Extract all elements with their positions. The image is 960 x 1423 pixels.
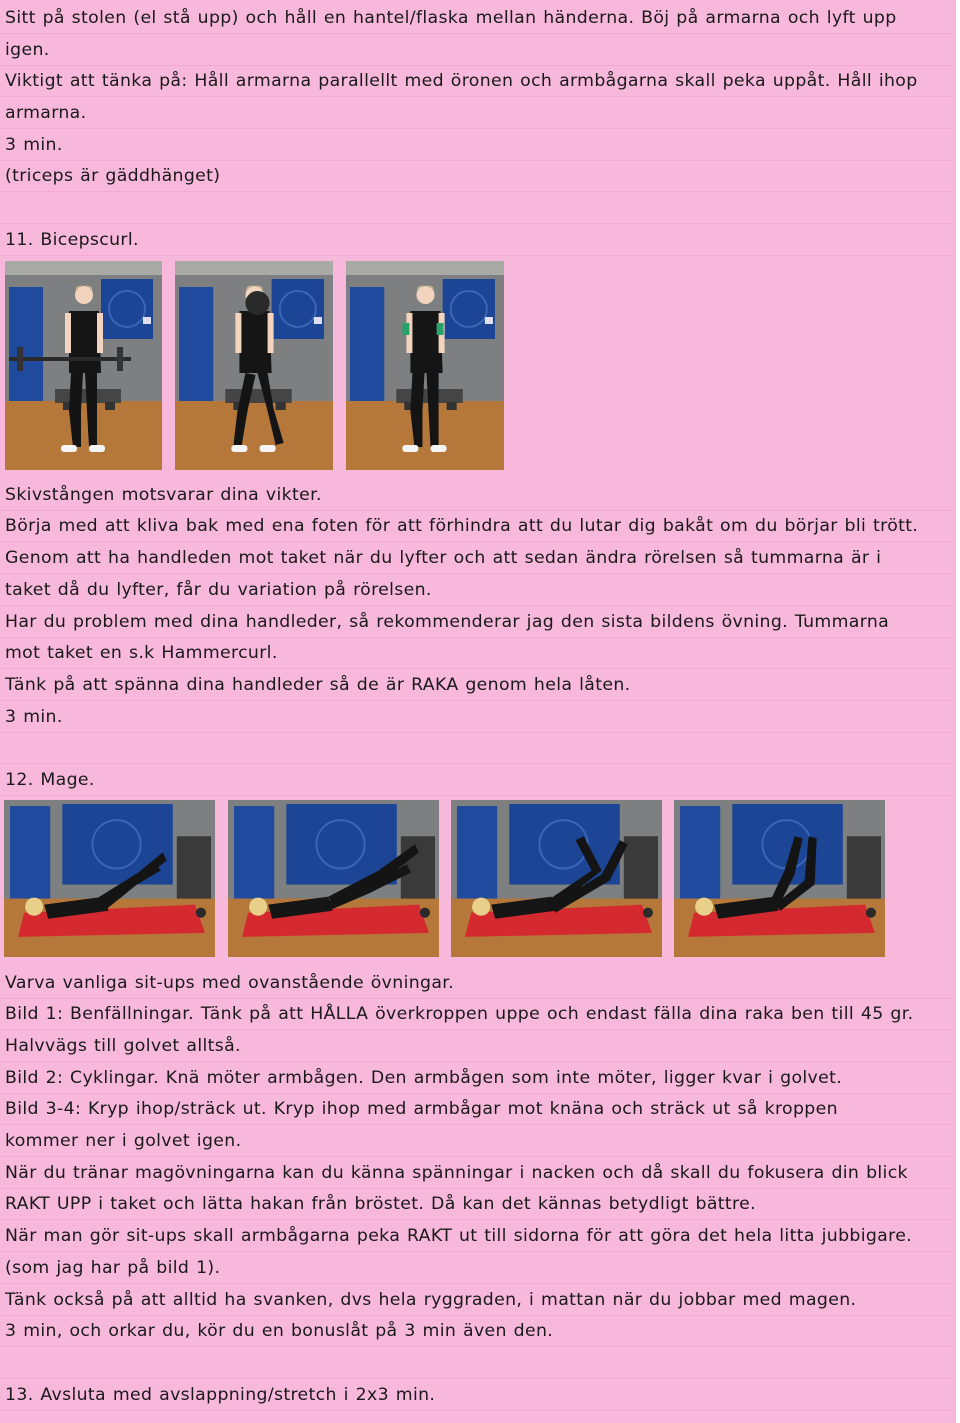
paragraph-line: mot taket en s.k Hammercurl. (0, 638, 952, 669)
paragraph-line: Bild 1: Benfällningar. Tänk på att HÅLLA överkroppen uppe och endast fälla dina raka ben till 45 gr. (0, 999, 952, 1030)
section-heading-bicepscurl: 11. Bicepscurl. (0, 225, 952, 256)
paragraph-line: (som jag har på bild 1). (0, 1253, 952, 1284)
paragraph-line: 3 min. (0, 130, 952, 161)
section-heading-mage: 12. Mage. (0, 765, 952, 796)
blank-line (0, 193, 952, 224)
exercise-photo-image (175, 261, 333, 470)
paragraph-line: När du tränar magövningarna kan du känna spänningar i nacken och då skall du fokusera din blick (0, 1158, 952, 1189)
paragraph-line: 3 min. (0, 702, 952, 733)
paragraph-line: Tänk på att spänna dina handleder så de är RAKA genom hela låten. (0, 670, 952, 701)
ab-exercise-photo-4 (674, 800, 885, 957)
paragraph-line: Har du problem med dina handleder, så rekommenderar jag den sista bildens övning. Tummarna (0, 607, 952, 638)
paragraph-line: 3 min, och orkar du, kör du en bonuslåt på 3 min även den. (0, 1316, 952, 1347)
paragraph-line: taket då du lyfter, får du variation på rörelsen. (0, 575, 952, 606)
blank-line (0, 1348, 952, 1379)
paragraph-line: RAKT UPP i taket och lätta hakan från bröstet. Då kan det kännas betydligt bättre. (0, 1189, 952, 1220)
paragraph-line: (triceps är gäddhänget) (0, 161, 952, 192)
ab-exercise-photo-1 (4, 800, 215, 957)
paragraph-line: Halvvägs till golvet alltså. (0, 1031, 952, 1062)
paragraph-line: igen. (0, 35, 952, 66)
paragraph-line: kommer ner i golvet igen. (0, 1126, 952, 1157)
exercise-photo-image (451, 800, 662, 957)
ab-exercise-photo-2 (228, 800, 439, 957)
exercise-photo-image (674, 800, 885, 957)
paragraph-line: Viktigt att tänka på: Håll armarna parallellt med öronen och armbågarna skall peka uppåt. Håll ihop (0, 66, 952, 97)
paragraph-line: När man gör sit-ups skall armbågarna peka RAKT ut till sidorna för att göra det hela litta jubbigare. (0, 1221, 952, 1252)
paragraph-line: Skivstången motsvarar dina vikter. (0, 480, 952, 511)
paragraph-line: Bild 3-4: Kryp ihop/sträck ut. Kryp ihop med armbågar mot knäna och sträck ut så kroppen (0, 1094, 952, 1125)
paragraph-line: Börja med att kliva bak med ena foten för att förhindra att du lutar dig bakåt om du börjar bli trött. (0, 511, 952, 542)
paragraph-line: Varva vanliga sit-ups med ovanstående övningar. (0, 968, 952, 999)
paragraph-line: Sitt på stolen (el stå upp) och håll en hantel/flaska mellan händerna. Böj på armarna och lyft upp (0, 3, 952, 34)
exercise-photo-image (346, 261, 504, 470)
paragraph-line: Bild 2: Cyklingar. Knä möter armbågen. Den armbågen som inte möter, ligger kvar i golvet. (0, 1063, 952, 1094)
paragraph-line: Tänk också på att alltid ha svanken, dvs hela ryggraden, i mattan när du jobbar med magen. (0, 1285, 952, 1316)
exercise-photo-image (228, 800, 439, 957)
blank-line (0, 733, 952, 764)
exercise-photo-image (5, 261, 162, 470)
paragraph-line: Genom att ha handleden mot taket när du lyfter och att sedan ändra rörelsen så tummarna är i (0, 543, 952, 574)
bicep-curl-photo-2 (175, 261, 333, 470)
section-heading-avsluta: 13. Avsluta med avslappning/stretch i 2x3 min. (0, 1380, 952, 1411)
ab-exercise-photo-3 (451, 800, 662, 957)
exercise-photo-image (4, 800, 215, 957)
bicep-curl-photo-3 (346, 261, 504, 470)
paragraph-line: armarna. (0, 98, 952, 129)
bicep-curl-photo-1 (5, 261, 162, 470)
